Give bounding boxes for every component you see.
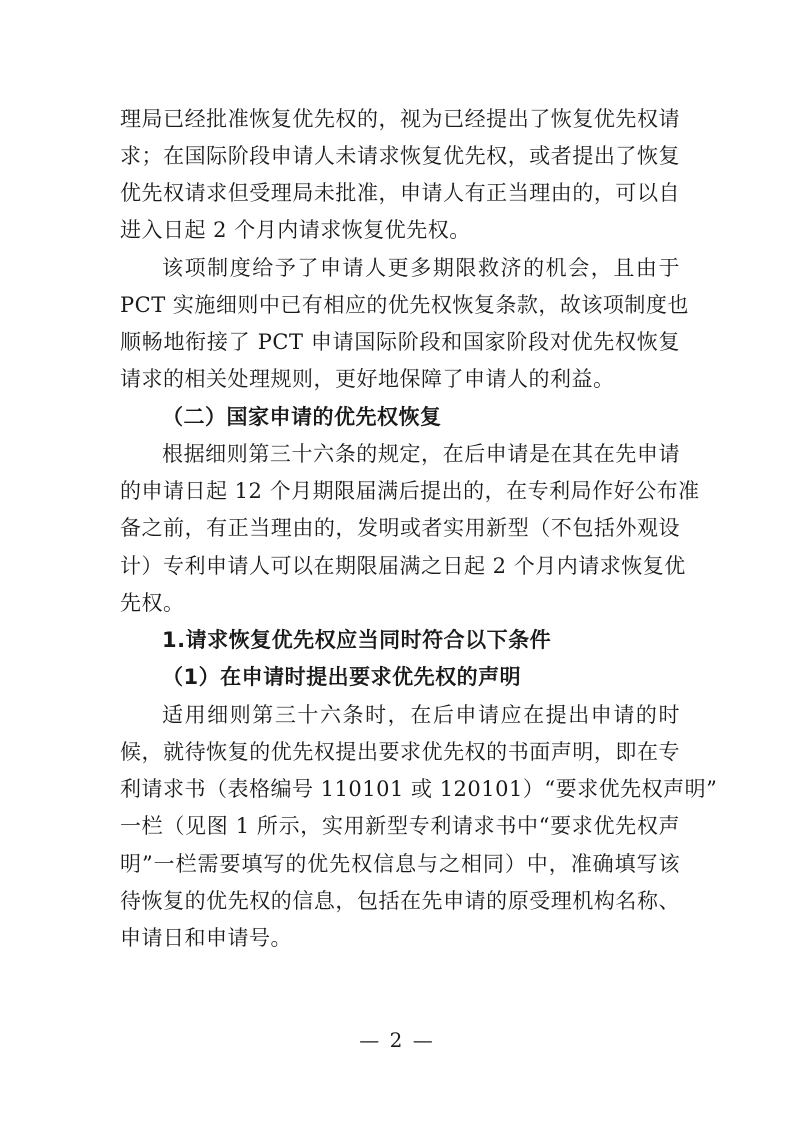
- paragraph-line: 候，就待恢复的优先权提出要求优先权的书面声明，即在专: [120, 740, 680, 764]
- paragraph-line: 根据细则第三十六条的规定，在后申请是在其在先申请: [162, 442, 680, 466]
- paragraph-line: 计）专利申请人可以在期限届满之日起 2 个月内请求恢复优: [120, 554, 686, 578]
- paragraph-line: 一栏（见图 1 所示，实用新型专利请求书中“要求优先权声: [120, 814, 680, 838]
- paragraph-line: 申请日和申请号。: [120, 926, 292, 950]
- paragraph-line: 请求的相关处理规则，更好地保障了申请人的利益。: [120, 367, 615, 391]
- paragraph-line: 的申请日起 12 个月期限届满后提出的，在专利局作好公布准: [120, 479, 700, 503]
- paragraph-line: 顺畅地衔接了 PCT 申请国际阶段和国家阶段对优先权恢复: [120, 330, 680, 354]
- subsection-heading: （1）在申请时提出要求优先权的声明: [162, 665, 522, 689]
- paragraph-line: 适用细则第三十六条时，在后申请应在提出申请的时: [162, 703, 680, 727]
- paragraph-line: 利请求书（表格编号 110101 或 120101）“要求优先权声明”: [120, 777, 718, 801]
- section-heading: （二）国家申请的优先权恢复: [162, 405, 442, 429]
- paragraph-line: 待恢复的优先权的信息，包括在先申请的原受理机构名称、: [120, 889, 680, 913]
- page-number: — 2 —: [359, 1028, 435, 1052]
- paragraph-line: 进入日起 2 个月内请求恢复优先权。: [120, 218, 471, 242]
- subsection-heading: 1.请求恢复优先权应当同时符合以下条件: [162, 628, 552, 652]
- paragraph-line: 理局已经批准恢复优先权的，视为已经提出了恢复优先权请: [120, 107, 680, 131]
- paragraph-line: 求；在国际阶段申请人未请求恢复优先权，或者提出了恢复: [120, 144, 680, 168]
- paragraph-line: PCT 实施细则中已有相应的优先权恢复条款，故该项制度也: [120, 293, 689, 317]
- paragraph-line: 先权。: [120, 591, 185, 615]
- paragraph-line: 该项制度给予了申请人更多期限救济的机会，且由于: [162, 256, 680, 280]
- paragraph-line: 明”一栏需要填写的优先权信息与之相同）中，准确填写该: [120, 852, 680, 876]
- paragraph-line: 备之前，有正当理由的，发明或者实用新型（不包括外观设: [120, 516, 680, 540]
- paragraph-line: 优先权请求但受理局未批准，申请人有正当理由的，可以自: [120, 181, 680, 205]
